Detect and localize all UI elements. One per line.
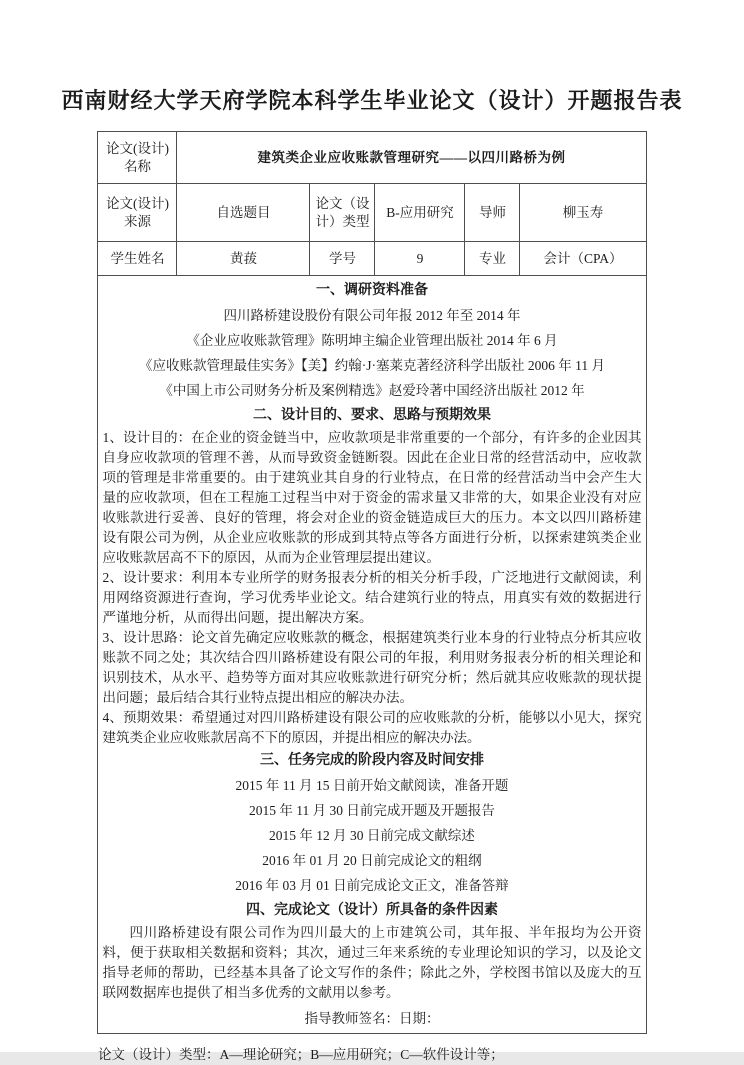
table-row-report-body: [98, 276, 646, 1034]
thesis-type-footnote: 论文（设计）类型：A—理论研究；B—应用研究；C—软件设计等；: [98, 1047, 504, 1062]
section-4-heading: 四、完成论文（设计）所具备的条件因素: [245, 903, 498, 918]
thesis-type-value: B-应用研究: [375, 184, 465, 242]
design-purpose-paragraph: 1、设计目的：在企业的资金链当中，应收款项是非常重要的一个部分，有许多的企业因其自身应收款项的管理不善，从而导致资金链断裂。因此在企业日常的经营活动中，应收款项的管理是非常重要的。由于建筑业其自身的行业特点，在日常的经营活动当中会产生大量的应收款项，但在工程施工过程当中对于资金的需求量又非常的大，如果企业没有对应收账款进行妥善、良好的管理，将会对企业的资金链造成巨大的压力。本文以四川路桥建设有限公司为例，从企业应收账款的形成到其特点等各方面进行分析，以探索建筑类企业应收账款居高不下的原因，从而为企业管理层提出建议。: [102, 430, 642, 565]
advisor-value: 柳玉寿: [520, 184, 646, 242]
section-3-heading: 三、任务完成的阶段内容及时间安排: [259, 753, 484, 768]
thesis-source-label: 论文(设计)来源: [98, 184, 177, 242]
reference-item: 《企业应收账款管理》陈明坤主编企业管理出版社 2014 年 6 月: [186, 333, 558, 348]
reference-item: 《中国上市公司财务分析及案例精选》赵爱玲著中国经济出版社 2012 年: [159, 383, 585, 398]
table-row-thesis-meta: [98, 184, 646, 242]
schedule-item: 2016 年 01 月 20 日前完成论文的粗纲: [262, 853, 482, 868]
thesis-name-label: 论文(设计)名称: [98, 132, 177, 184]
thesis-name-value: 建筑类企业应收账款管理研究——以四川路桥为例: [177, 132, 646, 184]
student-name-label: 学生姓名: [98, 242, 177, 276]
table-row-student-info: [98, 242, 646, 276]
thesis-proposal-table: [97, 131, 646, 1034]
section-2-heading: 二、设计目的、要求、思路与预期效果: [252, 408, 491, 423]
document-title: 西南财经大学天府学院本科学生毕业论文（设计）开题报告表: [61, 88, 683, 113]
student-id-value: 9: [375, 242, 465, 276]
student-id-label: 学号: [310, 242, 375, 276]
thesis-type-label: 论文（设计）类型: [310, 184, 375, 242]
report-body-cell: [98, 276, 646, 1034]
major-label: 专业: [465, 242, 520, 276]
conditions-paragraph: 四川路桥建设有限公司作为四川最大的上市建筑公司，其年报、半年报均为公开资料，便于获取相关数据和资料；其次，通过三年来系统的专业理论知识的学习，以及论文指导老师的帮助，已经基本具备了论文写作的条件；除此之外，学校图书馆以及庞大的互联网数据库也提供了相当多优秀的文献用以参考。: [102, 925, 642, 1000]
reference-item: 《应收账款管理最佳实务》【美】约翰·J·塞莱克著经济科学出版社 2006 年 11 月: [138, 358, 605, 373]
advisor-label: 导师: [465, 184, 520, 242]
advisor-signature-line: 指导教师签名：日期：: [304, 1011, 440, 1026]
schedule-item: 2015 年 11 月 15 日前开始文献阅读，准备开题: [235, 778, 509, 793]
design-requirement-paragraph: 2、设计要求：利用本专业所学的财务报表分析的相关分析手段，广泛地进行文献阅读，利用网络资源进行查询，学习优秀毕业论文。结合建筑行业的特点，用真实有效的数据进行严谨地分析，从而得出问题，提出解决方案。: [102, 570, 642, 625]
schedule-item: 2015 年 11 月 30 日前完成开题及开题报告: [249, 803, 495, 818]
student-name-value: 黄菝: [177, 242, 310, 276]
major-value: 会计（CPA）: [520, 242, 646, 276]
thesis-source-value: 自选题目: [177, 184, 310, 242]
reference-item: 四川路桥建设股份有限公司年报 2012 年至 2014 年: [223, 308, 521, 323]
table-row-thesis-name: [98, 132, 646, 184]
section-1-heading: 一、调研资料准备: [315, 283, 428, 298]
schedule-item: 2016 年 03 月 01 日前完成论文正文，准备答辩: [235, 878, 509, 893]
expected-result-paragraph: 4、预期效果：希望通过对四川路桥建设有限公司的应收账款的分析，能够以小见大，探究建筑类企业应收账款居高不下的原因，并提出相应的解决办法。: [102, 710, 642, 745]
design-approach-paragraph: 3、设计思路：论文首先确定应收账款的概念，根据建筑类行业本身的行业特点分析其应收账款不同之处；其次结合四川路桥建设有限公司的年报，利用财务报表分析的相关理论和识别技术，从水平、趋势等方面对其应收账款进行研究分析；然后就其应收账款的现状提出问题；最后结合其行业特点提出相应的解决办法。: [102, 630, 642, 705]
schedule-item: 2015 年 12 月 30 日前完成文献综述: [269, 828, 475, 843]
